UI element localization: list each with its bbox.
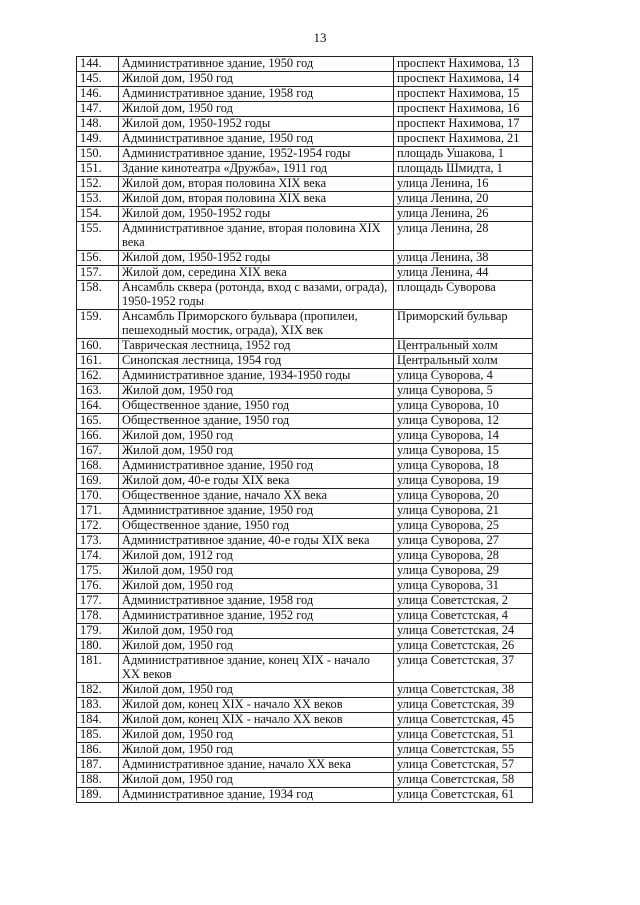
row-number: 151. xyxy=(77,162,119,177)
object-name: Административное здание, 1952 год xyxy=(119,609,394,624)
object-address: улица Суворова, 21 xyxy=(394,504,533,519)
table-row xyxy=(77,87,533,102)
object-address: площадь Суворова xyxy=(394,281,533,310)
table-row xyxy=(77,207,533,222)
row-number: 150. xyxy=(77,147,119,162)
object-name: Административное здание, вторая половина XIX века xyxy=(119,222,394,251)
row-number: 153. xyxy=(77,192,119,207)
object-name: Общественное здание, 1950 год xyxy=(119,414,394,429)
object-address: улица Советстская, 4 xyxy=(394,609,533,624)
object-address: улица Суворова, 20 xyxy=(394,489,533,504)
row-number: 185. xyxy=(77,728,119,743)
page-number: 13 xyxy=(313,30,327,45)
object-name: Жилой дом, 1950 год xyxy=(119,639,394,654)
object-address: улица Суворова, 25 xyxy=(394,519,533,534)
object-name: Административное здание, 1950 год xyxy=(119,132,394,147)
object-name: Общественное здание, 1950 год xyxy=(119,399,394,414)
object-name: Жилой дом, 1950 год xyxy=(119,429,394,444)
object-address: улица Советстская, 38 xyxy=(394,683,533,698)
row-number: 156. xyxy=(77,251,119,266)
table-row xyxy=(77,281,533,310)
row-number: 166. xyxy=(77,429,119,444)
object-name: Административное здание, 1958 год xyxy=(119,594,394,609)
row-number: 168. xyxy=(77,459,119,474)
row-number: 175. xyxy=(77,564,119,579)
object-address: улица Советстская, 55 xyxy=(394,743,533,758)
object-address: улица Советстская, 51 xyxy=(394,728,533,743)
object-name: Жилой дом, 1950-1952 годы xyxy=(119,207,394,222)
object-name: Жилой дом, 1950 год xyxy=(119,743,394,758)
object-address: проспект Нахимова, 16 xyxy=(394,102,533,117)
object-name: Жилой дом, вторая половина XIX века xyxy=(119,192,394,207)
object-address: проспект Нахимова, 21 xyxy=(394,132,533,147)
row-number: 152. xyxy=(77,177,119,192)
table-row xyxy=(77,474,533,489)
row-number: 180. xyxy=(77,639,119,654)
object-name: Жилой дом, 1950-1952 годы xyxy=(119,117,394,132)
row-number: 163. xyxy=(77,384,119,399)
row-number: 188. xyxy=(77,773,119,788)
table-row xyxy=(77,147,533,162)
row-number: 186. xyxy=(77,743,119,758)
object-name: Административное здание, 1934-1950 годы xyxy=(119,369,394,384)
object-name: Здание кинотеатра «Дружба», 1911 год xyxy=(119,162,394,177)
table-row xyxy=(77,177,533,192)
row-number: 145. xyxy=(77,72,119,87)
row-number: 154. xyxy=(77,207,119,222)
object-name: Жилой дом, 1950 год xyxy=(119,564,394,579)
object-address: проспект Нахимова, 13 xyxy=(394,57,533,72)
object-address: улица Суворова, 28 xyxy=(394,549,533,564)
table-row xyxy=(77,310,533,339)
object-address: улица Советстская, 45 xyxy=(394,713,533,728)
row-number: 148. xyxy=(77,117,119,132)
row-number: 183. xyxy=(77,698,119,713)
object-address: улица Советстская, 26 xyxy=(394,639,533,654)
row-number: 169. xyxy=(77,474,119,489)
object-name: Общественное здание, начало XX века xyxy=(119,489,394,504)
object-address: улица Суворова, 5 xyxy=(394,384,533,399)
table-row xyxy=(77,519,533,534)
object-address: улица Советстская, 61 xyxy=(394,788,533,803)
table-row xyxy=(77,609,533,624)
table-body xyxy=(77,57,533,803)
row-number: 157. xyxy=(77,266,119,281)
table-row xyxy=(77,579,533,594)
object-address: улица Суворова, 4 xyxy=(394,369,533,384)
object-address: улица Советстская, 37 xyxy=(394,654,533,683)
row-number: 165. xyxy=(77,414,119,429)
table-row xyxy=(77,266,533,281)
object-address: улица Суворова, 19 xyxy=(394,474,533,489)
table-row xyxy=(77,564,533,579)
object-name: Жилой дом, 1950 год xyxy=(119,384,394,399)
table-row xyxy=(77,369,533,384)
object-name: Жилой дом, 1950 год xyxy=(119,444,394,459)
row-number: 182. xyxy=(77,683,119,698)
row-number: 164. xyxy=(77,399,119,414)
row-number: 170. xyxy=(77,489,119,504)
object-address: улица Суворова, 12 xyxy=(394,414,533,429)
table-row xyxy=(77,773,533,788)
object-address: улица Советстская, 57 xyxy=(394,758,533,773)
row-number: 161. xyxy=(77,354,119,369)
table-row xyxy=(77,713,533,728)
row-number: 160. xyxy=(77,339,119,354)
object-address: улица Советстская, 24 xyxy=(394,624,533,639)
object-address: проспект Нахимова, 15 xyxy=(394,87,533,102)
row-number: 177. xyxy=(77,594,119,609)
object-name: Жилой дом, 1950 год xyxy=(119,624,394,639)
object-name: Ансамбль Приморского бульвара (пропилеи, пешеходный мостик, ограда), XIX век xyxy=(119,310,394,339)
object-name: Жилой дом, 1950 год xyxy=(119,728,394,743)
row-number: 179. xyxy=(77,624,119,639)
object-name: Жилой дом, 1950-1952 годы xyxy=(119,251,394,266)
table-row xyxy=(77,594,533,609)
table-row xyxy=(77,758,533,773)
object-name: Административное здание, 40-е годы XIX века xyxy=(119,534,394,549)
row-number: 178. xyxy=(77,609,119,624)
table-row xyxy=(77,788,533,803)
table-row xyxy=(77,728,533,743)
object-address: улица Ленина, 26 xyxy=(394,207,533,222)
object-name: Жилой дом, вторая половина XIX века xyxy=(119,177,394,192)
row-number: 184. xyxy=(77,713,119,728)
table-row xyxy=(77,683,533,698)
table-row xyxy=(77,57,533,72)
table-row xyxy=(77,162,533,177)
table-row xyxy=(77,743,533,758)
object-name: Административное здание, 1934 год xyxy=(119,788,394,803)
row-number: 159. xyxy=(77,310,119,339)
object-address: улица Ленина, 16 xyxy=(394,177,533,192)
object-name: Административное здание, 1950 год xyxy=(119,459,394,474)
object-address: проспект Нахимова, 17 xyxy=(394,117,533,132)
object-name: Общественное здание, 1950 год xyxy=(119,519,394,534)
table-row xyxy=(77,444,533,459)
object-name: Административное здание, 1950 год xyxy=(119,57,394,72)
object-address: площадь Шмидта, 1 xyxy=(394,162,533,177)
object-address: улица Суворова, 31 xyxy=(394,579,533,594)
row-number: 158. xyxy=(77,281,119,310)
object-address: Центральный холм xyxy=(394,339,533,354)
object-address: улица Суворова, 27 xyxy=(394,534,533,549)
row-number: 187. xyxy=(77,758,119,773)
row-number: 171. xyxy=(77,504,119,519)
object-name: Жилой дом, 1950 год xyxy=(119,102,394,117)
object-name: Административное здание, 1958 год xyxy=(119,87,394,102)
table-row xyxy=(77,414,533,429)
object-address: улица Суворова, 18 xyxy=(394,459,533,474)
object-name: Административное здание, начало XX века xyxy=(119,758,394,773)
object-name: Жилой дом, конец XIX - начало XX веков xyxy=(119,698,394,713)
table-row xyxy=(77,459,533,474)
table-row xyxy=(77,549,533,564)
object-name: Административное здание, конец XIX - начало XX веков xyxy=(119,654,394,683)
object-name: Таврическая лестница, 1952 год xyxy=(119,339,394,354)
table-row xyxy=(77,117,533,132)
object-address: улица Ленина, 44 xyxy=(394,266,533,281)
table-row xyxy=(77,354,533,369)
table-row xyxy=(77,624,533,639)
heritage-objects-table xyxy=(76,56,533,803)
object-name: Жилой дом, 1950 год xyxy=(119,72,394,87)
table-row xyxy=(77,251,533,266)
object-address: улица Суворова, 29 xyxy=(394,564,533,579)
table-row xyxy=(77,654,533,683)
object-name: Жилой дом, середина XIX века xyxy=(119,266,394,281)
object-name: Жилой дом, 40-е годы XIX века xyxy=(119,474,394,489)
object-name: Административное здание, 1952-1954 годы xyxy=(119,147,394,162)
object-address: проспект Нахимова, 14 xyxy=(394,72,533,87)
object-address: улица Советстская, 39 xyxy=(394,698,533,713)
table-row xyxy=(77,72,533,87)
table-row xyxy=(77,698,533,713)
row-number: 146. xyxy=(77,87,119,102)
row-number: 144. xyxy=(77,57,119,72)
table-row xyxy=(77,489,533,504)
table-row xyxy=(77,222,533,251)
object-address: площадь Ушакова, 1 xyxy=(394,147,533,162)
table-row xyxy=(77,132,533,147)
object-address: улица Суворова, 10 xyxy=(394,399,533,414)
object-name: Жилой дом, 1912 год xyxy=(119,549,394,564)
row-number: 167. xyxy=(77,444,119,459)
object-name: Жилой дом, 1950 год xyxy=(119,579,394,594)
object-address: Приморский бульвар xyxy=(394,310,533,339)
row-number: 155. xyxy=(77,222,119,251)
object-name: Жилой дом, 1950 год xyxy=(119,773,394,788)
table-row xyxy=(77,534,533,549)
object-address: улица Суворова, 15 xyxy=(394,444,533,459)
row-number: 172. xyxy=(77,519,119,534)
object-address: улица Советстская, 2 xyxy=(394,594,533,609)
row-number: 189. xyxy=(77,788,119,803)
table-row xyxy=(77,399,533,414)
table-row xyxy=(77,102,533,117)
row-number: 162. xyxy=(77,369,119,384)
row-number: 176. xyxy=(77,579,119,594)
row-number: 147. xyxy=(77,102,119,117)
table-row xyxy=(77,504,533,519)
object-name: Жилой дом, конец XIX - начало XX веков xyxy=(119,713,394,728)
object-name: Синопская лестница, 1954 год xyxy=(119,354,394,369)
object-name: Жилой дом, 1950 год xyxy=(119,683,394,698)
table-row xyxy=(77,429,533,444)
row-number: 173. xyxy=(77,534,119,549)
object-name: Ансамбль сквера (ротонда, вход с вазами, ограда), 1950-1952 годы xyxy=(119,281,394,310)
row-number: 181. xyxy=(77,654,119,683)
object-address: улица Ленина, 20 xyxy=(394,192,533,207)
row-number: 174. xyxy=(77,549,119,564)
object-address: улица Ленина, 38 xyxy=(394,251,533,266)
table-row xyxy=(77,339,533,354)
table-row xyxy=(77,192,533,207)
table-row xyxy=(77,639,533,654)
object-address: Центральный холм xyxy=(394,354,533,369)
object-address: улица Ленина, 28 xyxy=(394,222,533,251)
table-row xyxy=(77,384,533,399)
object-address: улица Суворова, 14 xyxy=(394,429,533,444)
row-number: 149. xyxy=(77,132,119,147)
object-address: улица Советстская, 58 xyxy=(394,773,533,788)
object-name: Административное здание, 1950 год xyxy=(119,504,394,519)
